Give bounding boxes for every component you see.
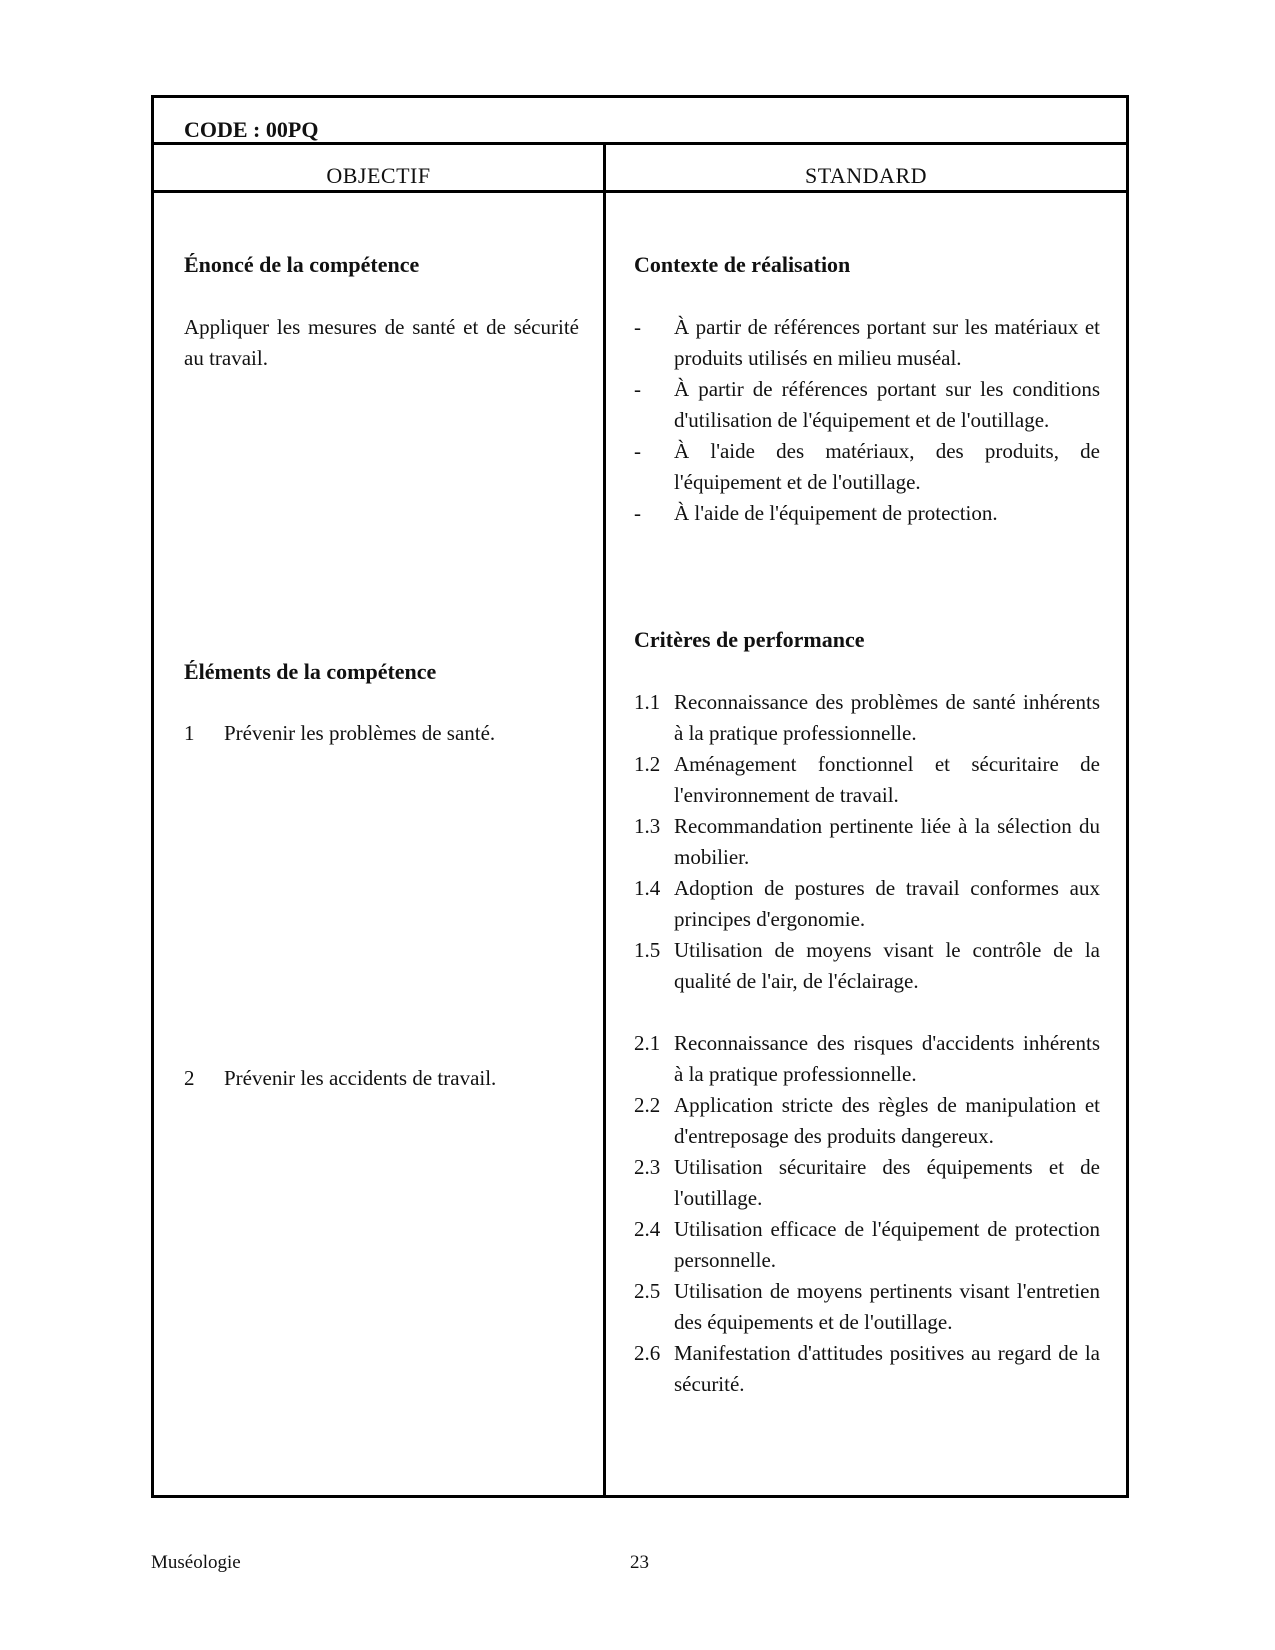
- contexte-text: À l'aide de l'équipement de protection.: [674, 501, 998, 525]
- element-item: [184, 1063, 579, 1094]
- column-header-standard: STANDARD: [804, 163, 928, 188]
- bullet: -: [634, 501, 641, 525]
- critere-item: [634, 1152, 1100, 1214]
- contexte-text: À partir de références portant sur les conditions d'utilisation de l'équipement et de l'outillage.: [674, 377, 1100, 432]
- bullet: -: [634, 377, 641, 401]
- criteres-list: [634, 687, 1100, 1400]
- critere-text: Utilisation efficace de l'équipement de protection personnelle.: [674, 1217, 1100, 1272]
- critere-item: [634, 1028, 1100, 1090]
- critere-item: [634, 1338, 1100, 1400]
- critere-number: 2.3: [634, 1155, 661, 1179]
- critere-text: Utilisation de moyens pertinents visant l'entretien des équipements et de l'outillage.: [674, 1279, 1100, 1334]
- critere-item: [634, 1276, 1100, 1338]
- elements-heading: Éléments de la compétence: [184, 659, 437, 684]
- contexte-text: À partir de références portant sur les matériaux et produits utilisés en milieu muséal.: [674, 315, 1100, 370]
- divider: [154, 142, 1126, 145]
- element-text: Prévenir les accidents de travail.: [224, 1066, 497, 1090]
- critere-item: [634, 749, 1100, 811]
- page-number: 23: [630, 1552, 649, 1573]
- critere-text: Adoption de postures de travail conformes aux principes d'ergonomie.: [674, 876, 1100, 931]
- critere-number: 2.5: [634, 1279, 661, 1303]
- critere-text: Utilisation sécuritaire des équipements et de l'outillage.: [674, 1155, 1100, 1210]
- contexte-item: [634, 312, 1100, 374]
- critere-number: 2.1: [634, 1031, 661, 1055]
- element-number: 1: [184, 721, 195, 745]
- enonce-heading: Énoncé de la compétence: [184, 252, 420, 277]
- element-number: 2: [184, 1066, 195, 1090]
- column-header-objectif: OBJECTIF: [326, 163, 431, 188]
- critere-item: [634, 935, 1100, 997]
- critere-text: Reconnaissance des risques d'accidents inhérents à la pratique professionnelle.: [674, 1031, 1100, 1086]
- contexte-item: [634, 374, 1100, 436]
- critere-text: Application stricte des règles de manipulation et d'entreposage des produits dangereux.: [674, 1093, 1100, 1148]
- critere-number: 1.1: [634, 690, 661, 714]
- contexte-list: [634, 312, 1100, 529]
- contexte-item: [634, 436, 1100, 498]
- critere-item: [634, 1090, 1100, 1152]
- contexte-text: À l'aide des matériaux, des produits, de l'équipement et de l'outillage.: [674, 439, 1100, 494]
- critere-text: Reconnaissance des problèmes de santé inhérents à la pratique professionnelle.: [674, 690, 1100, 745]
- contexte-item: [634, 498, 1100, 529]
- element-item: [184, 718, 579, 749]
- footer-title: Muséologie: [151, 1552, 241, 1573]
- bullet: -: [634, 439, 641, 463]
- critere-number: 1.5: [634, 938, 661, 962]
- critere-text: Aménagement fonctionnel et sécuritaire de l'environnement de travail.: [674, 752, 1100, 807]
- critere-item: [634, 811, 1100, 873]
- critere-text: Manifestation d'attitudes positives au regard de la sécurité.: [674, 1341, 1100, 1396]
- critere-number: 1.4: [634, 876, 661, 900]
- element-text: Prévenir les problèmes de santé.: [224, 721, 496, 745]
- critere-item: [634, 1214, 1100, 1276]
- competency-table: [151, 95, 1129, 1498]
- critere-text: Utilisation de moyens visant le contrôle de la qualité de l'air, de l'éclairage.: [674, 938, 1100, 993]
- contexte-heading: Contexte de réalisation: [634, 252, 851, 277]
- critere-number: 2.4: [634, 1217, 661, 1241]
- critere-number: 2.6: [634, 1341, 661, 1365]
- bullet: -: [634, 315, 641, 339]
- criteres-heading: Critères de performance: [634, 627, 865, 652]
- critere-item: [634, 687, 1100, 749]
- critere-number: 1.2: [634, 752, 661, 776]
- critere-text: Recommandation pertinente liée à la sélection du mobilier.: [674, 814, 1100, 869]
- code-label: CODE : 00PQ: [184, 117, 319, 142]
- column-divider: [603, 145, 606, 1495]
- critere-item: [634, 873, 1100, 935]
- critere-number: 2.2: [634, 1093, 661, 1117]
- enonce-text: Appliquer les mesures de santé et de sécurité au travail.: [184, 315, 579, 370]
- critere-number: 1.3: [634, 814, 661, 838]
